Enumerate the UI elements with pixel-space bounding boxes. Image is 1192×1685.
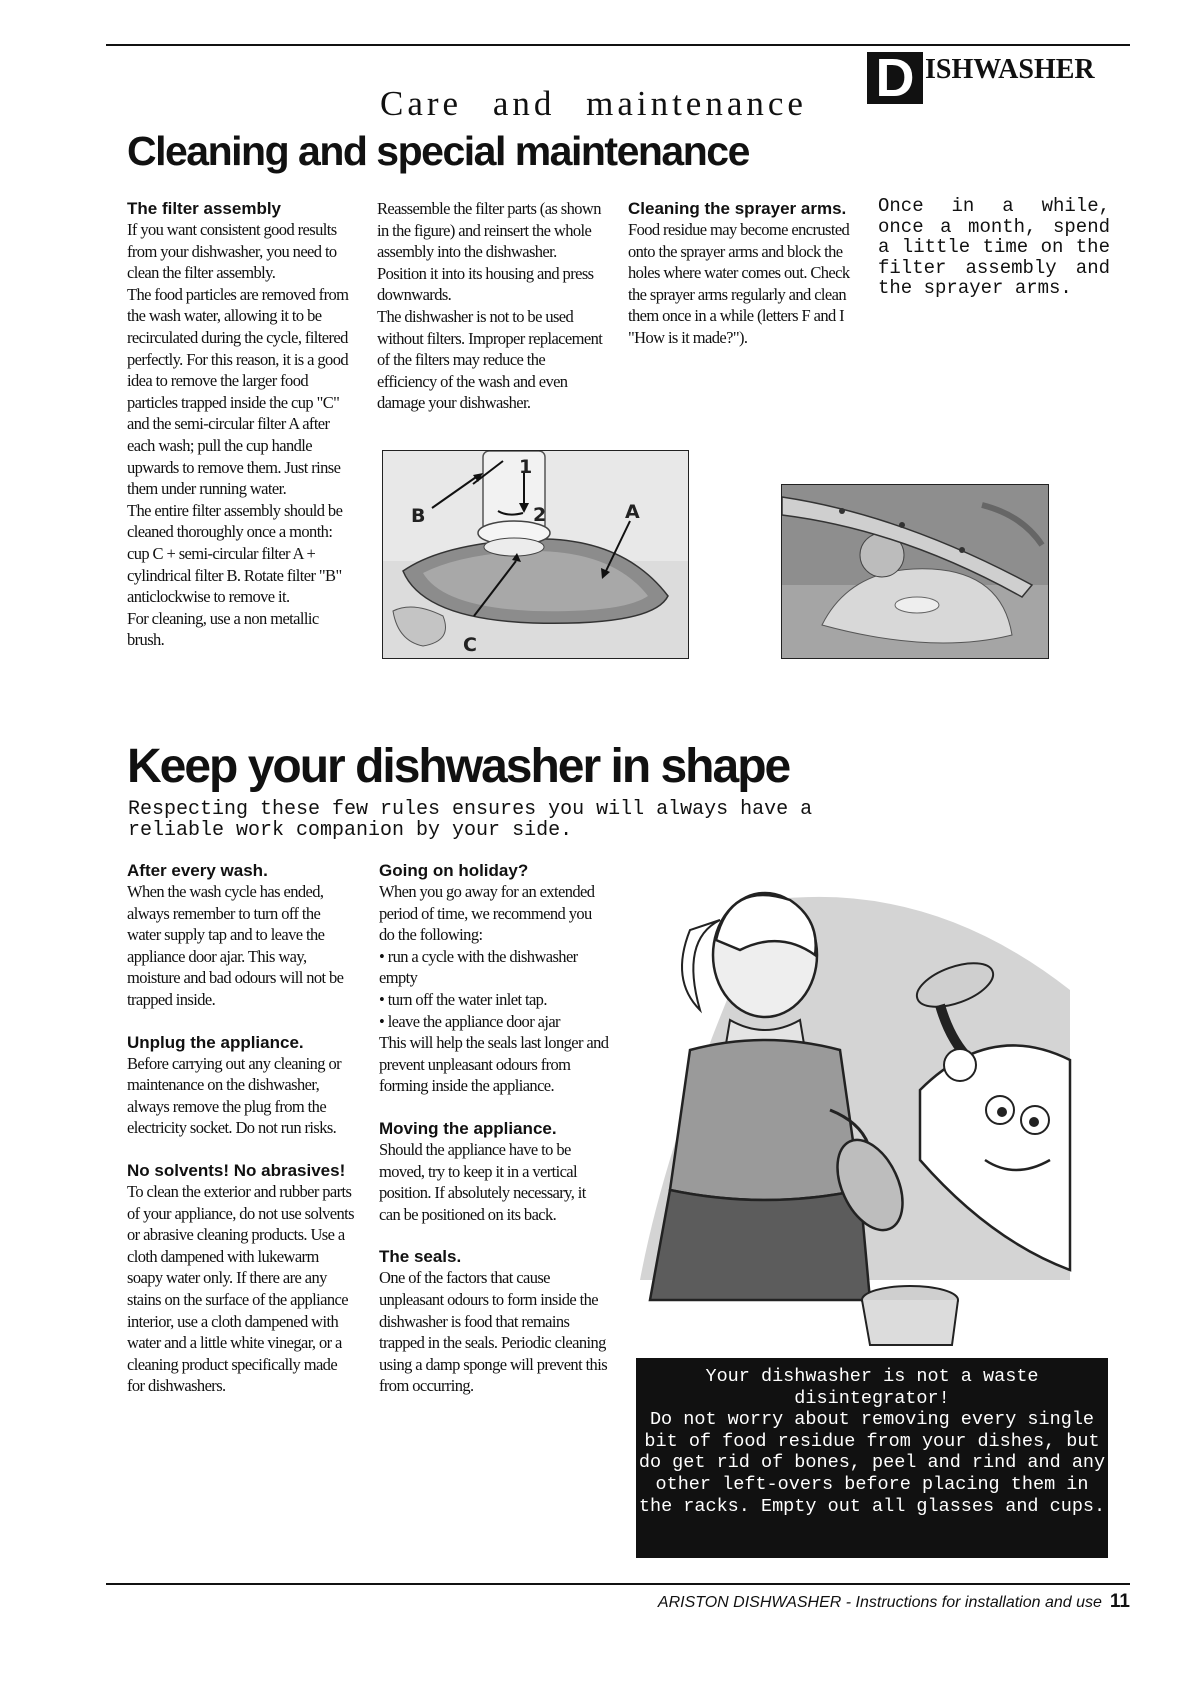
top-rule (106, 44, 1130, 46)
care-column-left (127, 860, 357, 1397)
footer-text: ARISTON DISHWASHER - Instructions for installation and use (657, 1594, 1102, 1611)
shape-subtitle: Respecting these few rules ensures you will always have a reliable work companion by your side. (128, 798, 813, 842)
reassemble-paragraph-2: The dishwasher is not to be used without filters. Improper replacement of the filters may reduce the efficiency of the wash and even damage your dishwasher. (377, 306, 603, 413)
moving-heading: Moving the appliance. (379, 1118, 557, 1138)
note-line-2: Do not worry about removing every single bit of food residue from your dishes, but do get rid of bones, peel and rind and any other left-overs before placing them in the racks. Empty out all glasses and cups. (638, 1409, 1106, 1517)
holiday-bullet-1: • run a cycle with the dishwasher empty (379, 946, 578, 988)
filter-paragraph-4: For cleaning, use a non metallic brush. (127, 608, 319, 650)
bottom-rule (106, 1583, 1130, 1585)
holiday-bullet-3: • leave the appliance door ajar (379, 1011, 560, 1031)
reassemble-paragraph-1: Reassemble the filter parts (as shown in the figure) and reinsert the whole assembly into the dishwasher. Position it into its housing and press downwards. (377, 199, 601, 305)
section-title: Care and maintenance (380, 84, 807, 123)
holiday-outro: This will help the seals last longer and prevent unpleasant odours from forming inside the appliance. (379, 1033, 609, 1096)
figure-label-c: C (463, 634, 477, 656)
after-wash-heading: After every wash. (127, 861, 268, 880)
seals-text: One of the factors that cause unpleasant odours to form inside the dishwasher is food that remains trapped in the seals. Periodic cleaning using a damp sponge will prevent this from occurring. (379, 1268, 608, 1396)
filter-paragraph-2: The food particles are removed from the wash water, allowing it to be recirculated during the cycle, filtered perfectly. For this reason, it is a good idea to remove the larger food particles trapped inside the cup "C" and the semi-circular filter A after each wash; pull the cup handle upwards to remove them. Just rinse them under running water. (127, 284, 349, 499)
filter-heading: The filter assembly (127, 199, 282, 218)
woman-cleaning-sprayer-illustration (630, 860, 1100, 1350)
after-wash-text: When the wash cycle has ended, always remember to turn off the water supply tap and to leave the appliance door ajar. This way, moisture and bad odours will not be trapped inside. (127, 882, 344, 1009)
holiday-bullet-2: • turn off the water inlet tap. (379, 989, 547, 1009)
page-number: 11 (1109, 1591, 1130, 1612)
unplug-heading: Unplug the appliance. (127, 1032, 304, 1052)
holiday-intro: When you go away for an extended period of time, we recommend you do the following: (379, 882, 595, 945)
solvents-text: To clean the exterior and rubber parts of your appliance, do not use solvents or abrasive cleaning products. Use a cloth dampened with lukewarm soapy water only. If there are any stains on the surface of the appliance interior, use a cloth dampened with water and a little white vinegar, or a cleaning product specifically made for dishwashers. (127, 1181, 354, 1396)
seals-heading: The seals. (379, 1247, 462, 1267)
figure-label-a: A (625, 501, 640, 523)
brand-word: ISHWASHER (925, 54, 1095, 85)
filter-assembly-figure (382, 450, 689, 659)
filter-illustration (383, 451, 688, 658)
holiday-heading: Going on holiday? (379, 861, 529, 880)
sprayer-illustration (782, 485, 1048, 658)
moving-text: Should the appliance have to be moved, try to keep it in a vertical position. If absolutely necessary, it can be positioned on its back. (379, 1139, 586, 1224)
note-line-1: Your dishwasher is not a waste disintegrator! (705, 1366, 1039, 1409)
footer (658, 1591, 1130, 1613)
brand-letter-box: D (867, 52, 923, 104)
page-title: Cleaning and special maintenance (127, 128, 749, 174)
unplug-text: Before carrying out any cleaning or maintenance on the dishwasher, always remove the plug from the electricity socket. Do not run risks. (127, 1053, 342, 1138)
figure-label-b: B (411, 505, 426, 527)
sprayer-column (628, 198, 860, 349)
figure-label-1: 1 (519, 456, 533, 478)
figure-label-2: 2 (533, 504, 547, 526)
care-column-middle (379, 860, 609, 1397)
sprayer-heading: Cleaning the sprayer arms. (628, 199, 847, 218)
sprayer-paragraph: Food residue may become encrusted onto the sprayer arms and block the holes where water comes out. Check the sprayer arms regularly and clean them once in a while (letters F and I "How is it made?"). (628, 220, 850, 347)
solvents-heading: No solvents! No abrasives! (127, 1160, 346, 1180)
waste-disintegrator-note (636, 1358, 1108, 1558)
filter-paragraph-3: The entire filter assembly should be cleaned thoroughly once a month: cup C + semi-circular filter A + cylindrical filter B. Rotate filter "B" anticlockwise to remove it. (127, 500, 343, 607)
filter-paragraph-1: If you want consistent good results from your dishwasher, you need to clean the filter assembly. (127, 220, 337, 283)
shape-title: Keep your dishwasher in shape (127, 740, 790, 793)
filter-column (127, 198, 355, 651)
maintenance-tip: Once in a while, once a month, spend a little time on the filter assembly and the sprayer arms. (878, 195, 1110, 299)
sprayer-arm-figure (781, 484, 1049, 659)
cartoon-illustration (630, 860, 1100, 1350)
reassemble-column (377, 198, 607, 414)
